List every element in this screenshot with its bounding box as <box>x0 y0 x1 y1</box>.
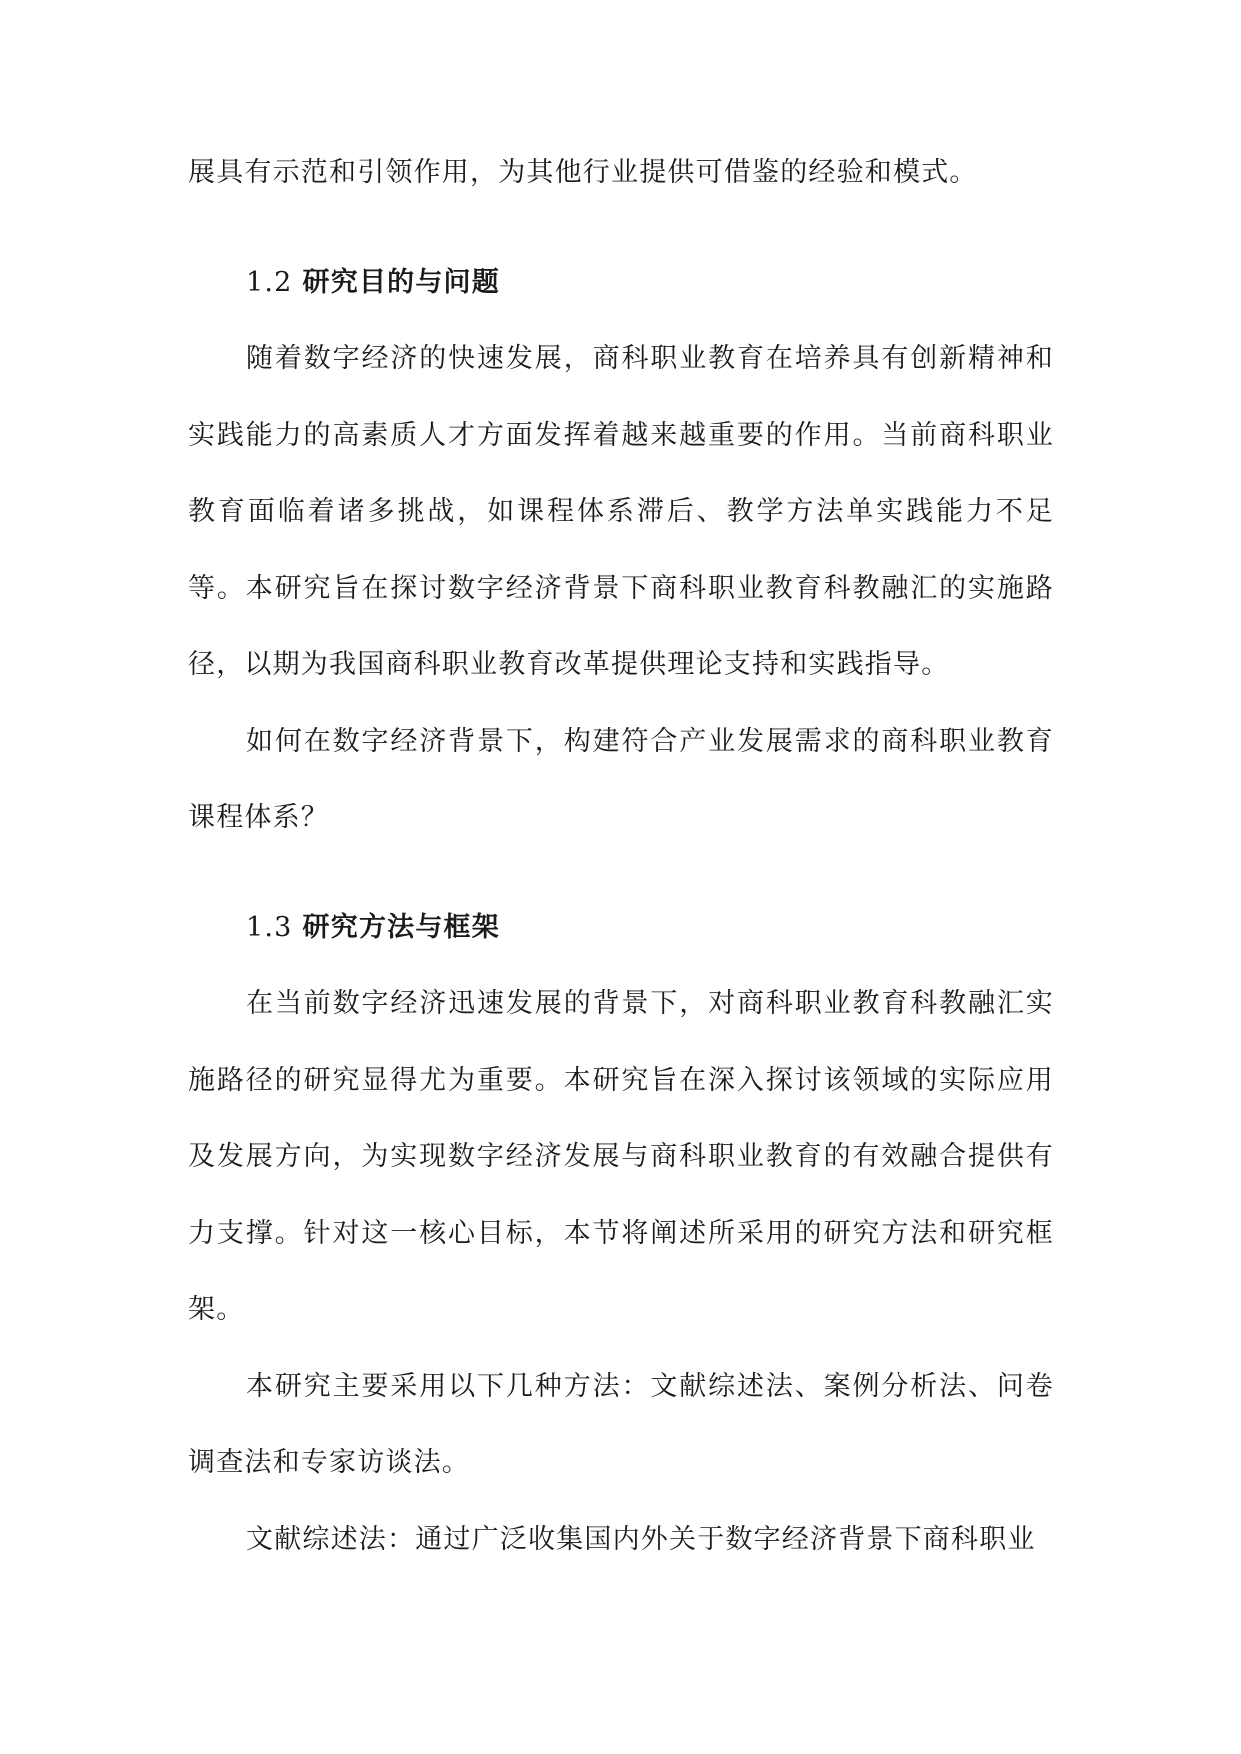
section-1-3-paragraph-3: 文献综述法：通过广泛收集国内外关于数字经济背景下商科职业 <box>246 1523 1036 1555</box>
section-number: 1.3 <box>246 911 293 943</box>
section-1-2-paragraph-1: 随着数字经济的快速发展，商科职业教育在培养具有创新精神和实践能力的高素质人才方面发挥着越来越重要的作用。当前商科职业教育面临着诸多挑战，如课程体系滞后、教学方法单实践能力不足等。本研究旨在探讨数字经济背景下商科职业教育科教融汇的实施路径，以期为我国商科职业教育改革提供理论支持和实践指导。 <box>188 343 1054 680</box>
section-1-3-paragraph-2: 本研究主要采用以下几种方法：文献综述法、案例分析法、问卷调查法和专家访谈法。 <box>188 1370 1054 1478</box>
section-1-3-paragraph-1: 在当前数字经济迅速发展的背景下，对商科职业教育科教融汇实施路径的研究显得尤为重要。本研究旨在深入探讨该领域的实际应用及发展方向，为实现数字经济发展与商科职业教育的有效融合提供有力支撑。针对这一核心目标，本节将阐述所采用的研究方法和研究框架。 <box>188 988 1054 1325</box>
section-title: 研究方法与框架 <box>302 911 500 943</box>
section-heading-1-2 <box>188 245 1054 322</box>
section-title: 研究目的与问题 <box>302 266 500 298</box>
section-number: 1.2 <box>246 266 293 298</box>
continuation-paragraph: 展具有示范和引领作用，为其他行业提供可借鉴的经验和模式。 <box>188 157 978 188</box>
section-heading-1-3 <box>188 890 1054 967</box>
document-body <box>188 135 1054 1578</box>
section-1-2-paragraph-2: 如何在数字经济背景下，构建符合产业发展需求的商科职业教育课程体系？ <box>188 725 1054 833</box>
